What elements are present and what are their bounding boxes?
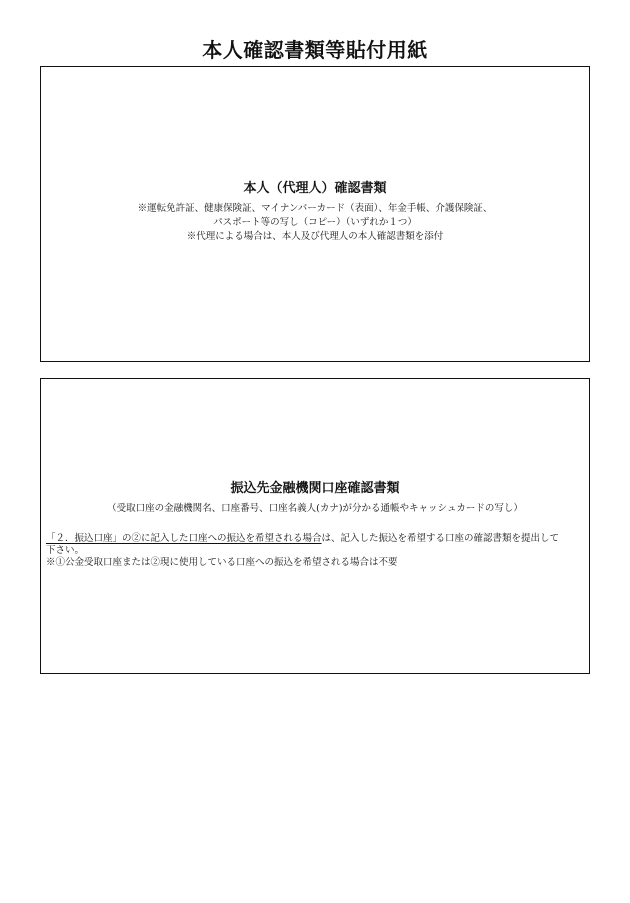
identity-note-line: ※運転免許証、健康保険証、マイナンバーカード（表面）、年金手帳、介護保険証、 <box>137 203 493 214</box>
bank-account-instructions <box>46 533 586 569</box>
instruction-text: は、記入した振込を希望する口座の確認書類を提出して <box>321 533 560 544</box>
instruction-line-3: ※①公金受取口座または②現に使用している口座への振込を希望される場合は不要 <box>46 557 398 568</box>
bank-account-document-heading: 振込先金融機関口座確認書類 <box>230 481 400 496</box>
bank-account-document-subtitle: （受取口座の金融機関名、口座番号、口座名義人(カナ)が分かる通帳やキャッシュカードの写し） <box>107 503 523 514</box>
page-title: 本人確認書類等貼付用紙 <box>202 38 428 62</box>
identity-note-line: ※代理による場合は、本人及び代理人の本人確認書類を添付 <box>186 231 444 242</box>
identity-document-notes <box>41 202 589 244</box>
instruction-line-2: 下さい。 <box>46 545 85 556</box>
instruction-underlined-text: 「２．振込口座」の②に記入した口座への振込を希望される場合 <box>46 533 322 544</box>
instruction-line-1 <box>46 533 586 545</box>
identity-document-heading: 本人（代理人）確認書類 <box>243 181 387 196</box>
identity-note-line: パスポート等の写し（コピー）（いずれか１つ） <box>213 217 417 228</box>
bank-account-document-box <box>40 378 590 674</box>
bank-account-document-subtitle-block <box>41 502 589 516</box>
identity-document-box <box>40 66 590 362</box>
